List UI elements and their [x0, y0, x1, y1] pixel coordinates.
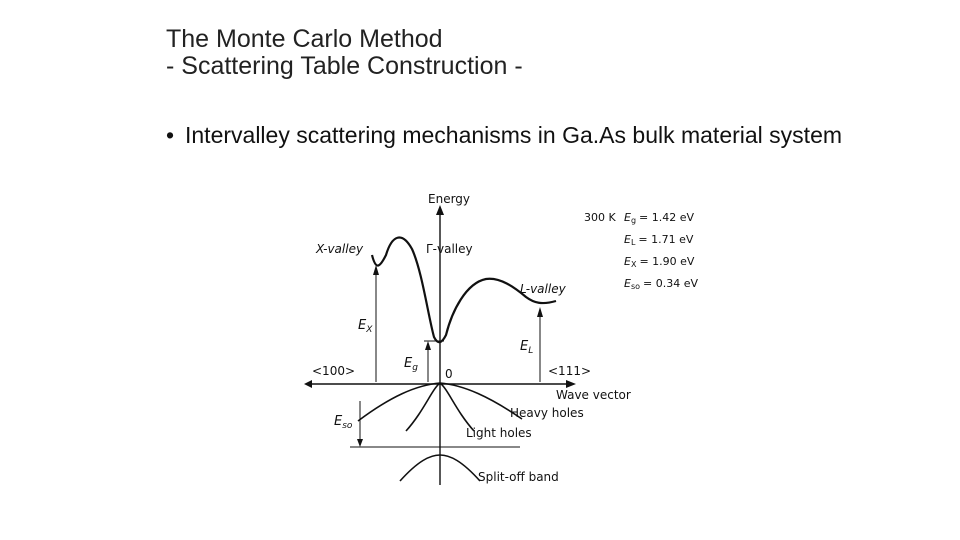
- el-label: [520, 339, 533, 356]
- el-symbol: E: [520, 339, 529, 354]
- bullet-icon: •: [166, 122, 175, 148]
- wave-vector-arrowhead-left: [304, 380, 312, 388]
- l-valley-label: L-valley: [520, 282, 566, 296]
- legend-el-sub: L: [630, 238, 636, 247]
- legend-ex-value: = 1.90 eV: [639, 255, 695, 268]
- legend-el-symbol: E: [624, 233, 631, 246]
- legend-eso-sub: so: [630, 282, 641, 291]
- legend-eg-value: = 1.42 eV: [639, 211, 695, 224]
- eg-arrow-head: [425, 341, 431, 350]
- eso-subscript: so: [342, 421, 353, 431]
- legend-el-value: = 1.71 eV: [638, 233, 694, 246]
- legend-eg-sub: g: [630, 216, 637, 225]
- legend-row-eg: [624, 211, 695, 225]
- legend-ex-symbol: E: [624, 255, 631, 268]
- wave-vector-label: Wave vector: [556, 388, 631, 402]
- heavy-holes-label: Heavy holes: [510, 406, 584, 420]
- bullet-text: Intervalley scattering mechanisms in Ga.As bulk material system: [185, 122, 843, 148]
- legend-row-eso: [624, 277, 698, 291]
- legend-eso-symbol: E: [624, 277, 631, 290]
- ex-label: [358, 318, 373, 335]
- eg-label: [404, 356, 418, 373]
- slide-title-line-2: - Scattering Table Construction -: [166, 52, 523, 80]
- legend-ex-sub: X: [630, 260, 637, 269]
- eg-subscript: g: [412, 363, 418, 373]
- wave-vector-arrowhead-right: [566, 380, 576, 388]
- parameter-legend: [584, 211, 698, 291]
- legend-eg-symbol: E: [624, 211, 631, 224]
- gamma-valley-label: Γ-valley: [426, 242, 473, 256]
- energy-axis-label: Energy: [428, 192, 471, 206]
- x-valley-label: X-valley: [316, 242, 364, 256]
- el-arrow-head: [537, 307, 543, 317]
- slide-title-line-1: The Monte Carlo Method: [166, 25, 443, 53]
- light-holes-label: Light holes: [466, 426, 532, 440]
- ex-symbol: E: [358, 318, 367, 333]
- legend-row-ex: [624, 255, 695, 269]
- band-structure-diagram: [300, 185, 720, 495]
- direction-100-label: <100>: [312, 364, 356, 378]
- direction-111-label: <111>: [548, 364, 592, 378]
- energy-axis-arrowhead: [436, 205, 444, 215]
- slide-title: [166, 26, 766, 80]
- origin-label: 0: [445, 367, 453, 381]
- legend-row-el: [624, 233, 694, 247]
- el-subscript: L: [528, 346, 534, 356]
- eso-label: [334, 414, 353, 431]
- legend-eso-value: = 0.34 eV: [643, 277, 699, 290]
- legend-temperature: 300 K: [584, 211, 616, 224]
- split-off-band-label: Split-off band: [478, 470, 559, 484]
- eso-arrow-head: [357, 439, 363, 447]
- eg-symbol: E: [404, 356, 413, 371]
- ex-subscript: X: [366, 325, 373, 335]
- eso-symbol: E: [334, 414, 343, 429]
